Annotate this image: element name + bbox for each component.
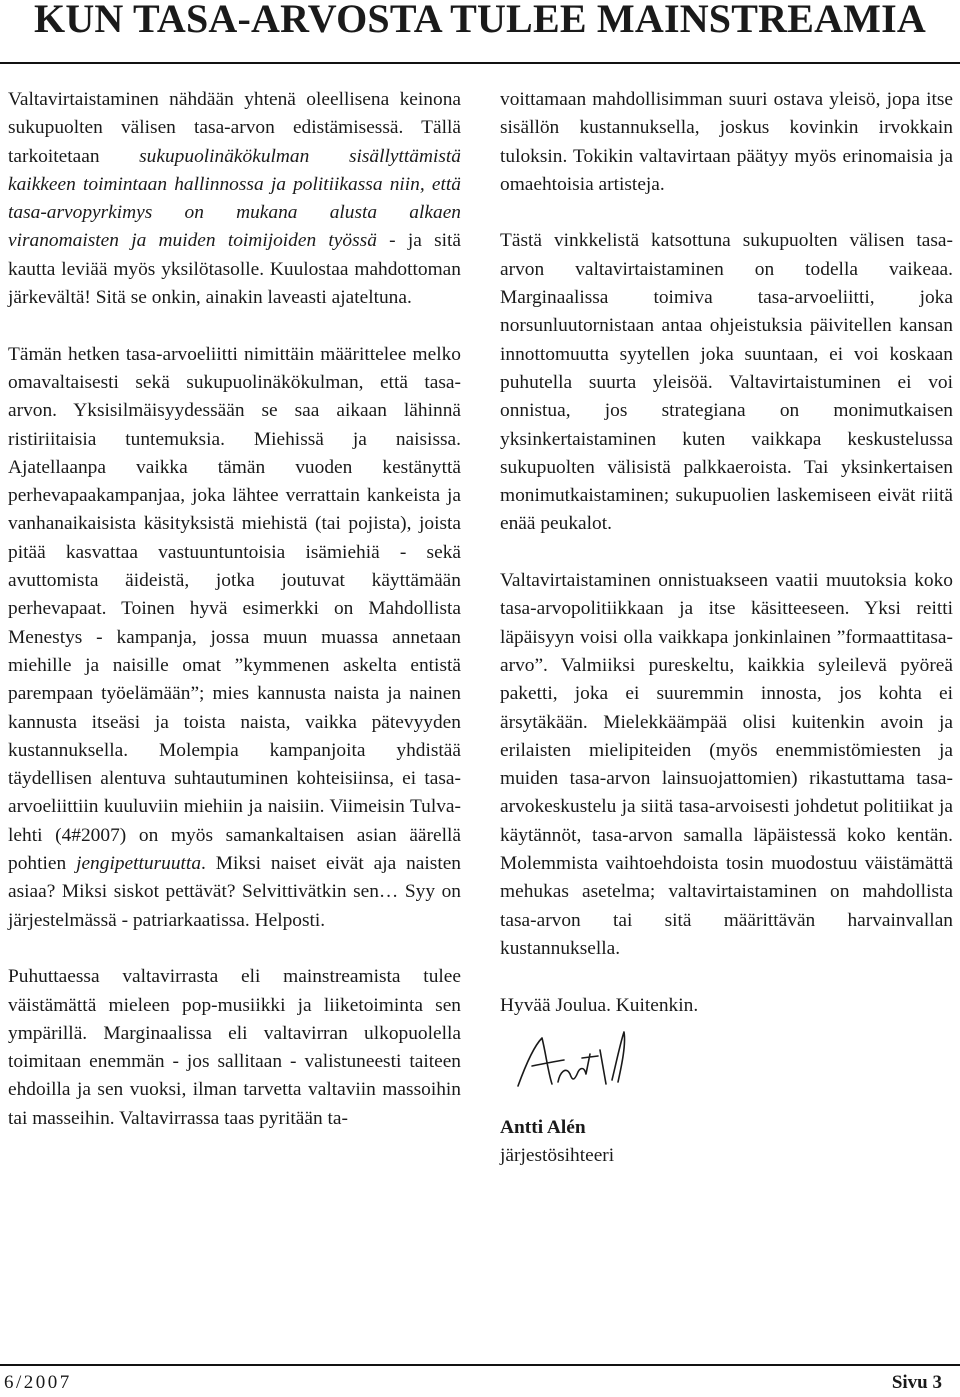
handwritten-signature [512,1024,652,1104]
bottom-divider [0,1364,960,1366]
closing-greeting: Hyvää Joulua. Kuitenkin. [500,994,699,1016]
paragraph-4: voittamaan mahdollisimman suuri ostava yleisö, jopa itse sisällön kustannuksella, joskus kovinkin irvokkain tuloksin. Tokikin valtavirtaan päätyy myös erinomaisia ja omaehtoisia artisteja. [500,89,953,195]
paragraph-3: Puhuttaessa valtavirrasta eli mainstreamista tulee väistämättä mieleen pop-musiikki ja liiketoiminta sen ympärillä. Marginaalissa eli valtavirran ulkopuolella toimitaan enemmän - jos sallitaan - valistuneesti taiteen ehdoilla ja sen vuoksi, ilman tarvetta valtaviin massoihin tai masseihin. Valtavirrassa taas pyritään ta- [8,966,461,1129]
article-title: KUN TASA-ARVOSTA TULEE MAINSTREAMIA [34,0,926,41]
paragraph-5: Tästä vinkkelistä katsottuna sukupuolten välisen tasa-arvon valtavirtaistaminen on todella vaikeaa. Marginaalissa toimiva tasa-arvoeliitti, joka norsunluutornistaan antaa ohjeistuksia päivitellen kansan innottomuutta syytellen joka suuntaan, ei voi koskaan puhutella suurta yleisöä. Valtavirtaistuminen ei voi onnistua, jos strategiana on monimutkaisen yksinkertaistaminen kuten vaikkapa keskustelussa sukupuolten välisistä palkkaeroista. Tai yksinkertaisen monimutkaistaminen; sukupuolien laskemiseen eivät riitä enää peukalot. [500,230,953,535]
author-role: järjestösihteeri [500,1145,615,1167]
paragraph-1-definition: sukupuolinäkökulman sisällyttämistä kaikkeen toimintaan hallinnossa ja politiikassa niin, että tasa-arvopyrkimys on mukana alusta alkaen viranomaisten ja muiden toimijoiden työssä [8,145,461,252]
paragraph-6: Valtavirtaistaminen onnistuakseen vaatii muutoksia koko tasa-arvopolitiikkaan ja itse käsitteeseen. Yksi reitti läpäisyyn voisi olla vaikkapa jonkinlainen ”formaattitasa-arvo”. Valmiiksi pureskeltu, kaikkia syleilevä pyöreä paketti, joka ei suuremmin innosta, jos kohta ei ärsytäkään. Mielekkäämpää olisi kuitenkin avoin ja erilaisten mielipiteiden (myös enemmistömiesten ja muiden tasa-arvon lainsuojattomien) rikastuttama tasa-arvokeskustelu ja siitä tasa-arvoisesti johdetut politiikat ja käytännöt, tasa-arvon samalla läpäistessä koko kentän. Molemmista vaihtoehdoista tosin muodostuu väistämättä mehukas asetelma; valtavirtaistaminen on mahdollista tasa-arvon tai sitä määrittävän harvainvallan kustannuksella. [500,570,953,959]
right-column [500,86,953,1170]
paragraph-2-main: Tämän hetken tasa-arvoeliitti nimittäin määrittelee melko omavaltaisesti sekä sukupuolinäkökulman, että tasa-arvon. Yksisilmäisyydessään se saa aikaan lähinnä ristiriitaisia tuntemuksia. Miehissä ja naisissa. Ajatellaanpa vaikka tämän vuoden kestänyttä perhevapaakampanjaa, joka lähtee verrattain kankeista ja vanhanaikaisista käsityksistä miehistä (tai pojista), joista pitää kasvattaa vastuuntuntoisia isämiehiä - sekä avuttomista äideistä, jotka joutuvat käyttämään perhevapaat. Toinen hyvä esimerkki on Mahdollista Menestys - kampanja, jossa muun muassa annetaan miehille ja naisille omat ”kymmenen askelta entistä parempaan työelämään”; mies kannusta naista ja nainen kannusta itseäsi ja toista naista, vaikka pätevyyden kustannuksella. Molempia kampanjoita yhdistää täydellisen alentuva suhtautuminen kohteisiinsa, ei tasa-arvoeliittiin kuuluviin miehiin ja naisiin. Viimeisin Tulva-lehti (4#2007) on myös samankaltaisen asian äärellä pohtien [8,343,461,875]
author-name: Antti Alén [500,1116,586,1138]
paragraph-1-intro: Valtavirtaistaminen nähdään yhtenä oleellisena keinona sukupuolten välisen tasa-arvon edistämisessä. Tällä tarkoitetaan [8,89,461,167]
page-number: Sivu 3 [891,1372,942,1393]
top-divider [0,62,960,64]
issue-number: 6/2007 [4,1372,72,1393]
paragraph-2-outro: . Miksi naiset eivät aja naisten asiaa? Miksi siskot pettävät? Selvittivätkin sen… Syy on järjestelmässä - patriarkaatissa. Helposti. [8,853,462,931]
paragraph-2-italic-term: jengipetturuutta [76,853,202,875]
left-column [8,86,461,1133]
paragraph-1 [8,86,461,312]
paragraph-2 [8,341,461,935]
paragraph-1-outro: - ja sitä kautta leviää myös yksilötasolle. Kuulostaa mahdottoman järkevältä! Sitä se onkin, ainakin laveasti ajateltuna. [8,230,461,309]
